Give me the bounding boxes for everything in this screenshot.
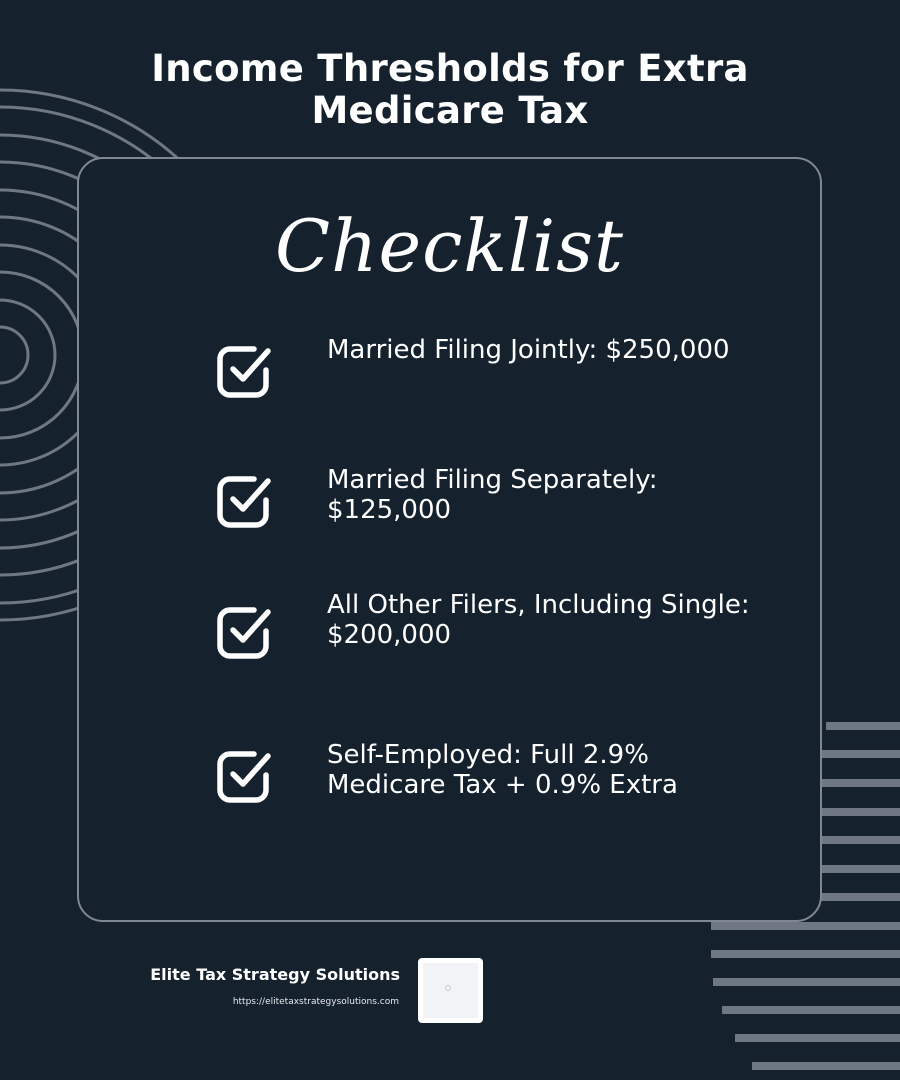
checklist-item-text: Married Filing Separately: $125,000 xyxy=(327,465,658,525)
checklist-item xyxy=(214,590,774,670)
check-square-icon xyxy=(214,600,276,662)
checklist-item-text: Married Filing Jointly: $250,000 xyxy=(327,335,730,365)
company-url-link[interactable]: https://elitetaxstrategysolutions.com xyxy=(232,997,399,1007)
checklist-item xyxy=(214,465,774,545)
checklist-heading: Checklist xyxy=(275,204,624,288)
checklist-card xyxy=(77,157,822,922)
check-square-icon xyxy=(214,339,276,401)
page-title: Income Thresholds for Extra Medicare Tax xyxy=(151,47,749,132)
company-name: Elite Tax Strategy Solutions xyxy=(150,965,400,984)
check-square-icon xyxy=(214,744,276,806)
logo-inner xyxy=(423,963,478,1018)
checklist-item-text: Self-Employed: Full 2.9% Medicare Tax + 0.9% Extra xyxy=(327,740,678,800)
checklist-item xyxy=(214,335,774,415)
logo-mark-icon xyxy=(445,985,451,991)
check-square-icon xyxy=(214,469,276,531)
checklist-item-text: All Other Filers, Including Single: $200,000 xyxy=(327,590,750,650)
company-logo-icon xyxy=(418,958,483,1023)
checklist-item xyxy=(214,740,774,820)
